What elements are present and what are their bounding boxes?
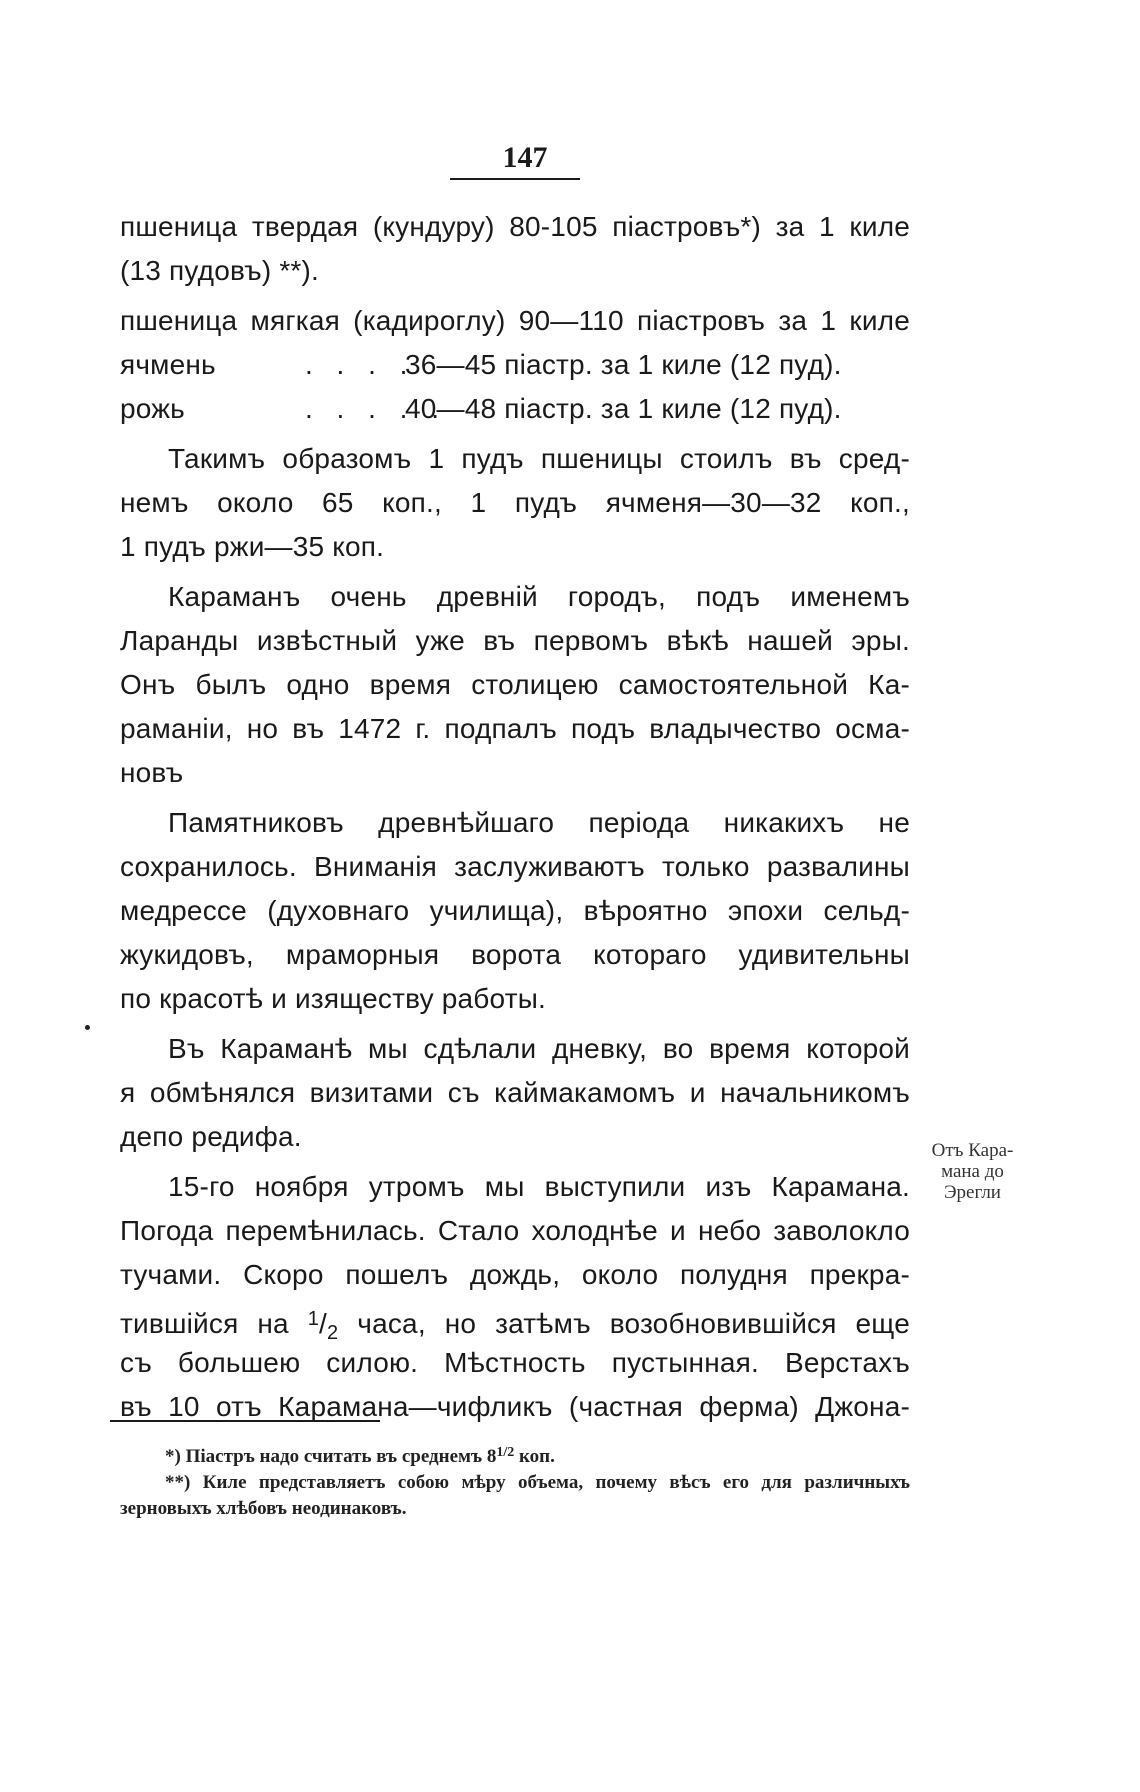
footnote-text: коп. [514,1446,555,1467]
paragraph-prices-summary [120,437,910,569]
text-line: Ларанды извѣстный уже въ первомъ вѣкѣ нашей эры. [120,625,910,656]
text-line: 15-го ноября утромъ мы выступили изъ Карамана. [168,1171,910,1202]
margin-note-line: Эрегли [944,1182,1001,1203]
text-line: медрессе (духовнаго училища), вѣроятно эпохи сельд- [120,895,910,926]
grain-price: 36—45 піастр. за 1 киле (12 пуд). [405,349,842,380]
paragraph-karaman-history [120,575,910,795]
paragraph-departure [120,1165,910,1429]
margin-note-line: мана до [941,1161,1004,1182]
text-line: Такимъ образомъ 1 пудъ пшеницы стоилъ въ сред- [168,443,910,474]
text-line: раманіи, но въ 1472 г. подпалъ подъ владычество осма- [120,713,910,744]
text-line: Онъ былъ одно время столицею самостоятельной Ка- [120,669,910,700]
grain-price: 40—48 піастр. за 1 киле (12 пуд). [405,393,842,424]
rye-row [120,387,910,431]
grain-name: рожь [120,393,185,424]
barley-row [120,343,910,387]
text-line: я обмѣнялся визитами съ каймакамомъ и начальникомъ [120,1077,910,1108]
wheat-soft-line: пшеница мягкая (кадироглу) 90—110 піастровъ за 1 киле [120,305,910,336]
text-line: сохранилось. Вниманія заслуживаютъ только развалины [120,851,910,882]
text-line: немъ около 65 коп., 1 пудъ ячменя—30—32 коп., [120,487,910,518]
text-line-fraction: тившійся на $^1/_2$ часа, но затѣмъ возобновившійся еще [120,1308,910,1344]
main-text [120,205,910,1429]
fraction-denominator: 2 [327,1322,339,1344]
text-line: депо редифа. [120,1121,302,1152]
text-line: съ большею силою. Мѣстность пустынная. Верстахъ [120,1347,910,1378]
leader-dots: . . . . . [305,393,448,424]
footnote-rule [110,1420,380,1422]
grain-name: ячмень [120,349,216,380]
grain-price-list [120,205,910,431]
text-line: по красотѣ и изяществу работы. [120,983,547,1014]
margin-note-line: Отъ Кара- [931,1140,1014,1161]
footnotes [120,1440,910,1522]
scan-speck [85,1025,90,1030]
text-line: Погода перемѣнилась. Стало холоднѣе и небо заволокло [120,1215,910,1246]
paragraph-monuments [120,801,910,1021]
footnote-text: *) Піастръ надо считать въ среднемъ 8 [165,1446,497,1467]
text-line: въ 10 отъ Карамана—чифликъ (частная ферма) Джона- [120,1391,910,1422]
text-line: тучами. Скоро пошелъ дождь, около полудня прекра- [120,1259,910,1290]
text-line: Памятниковъ древнѣйшаго періода никакихъ не [168,807,910,838]
page-number-rule [450,178,580,180]
text-segment: часа, но затѣмъ возобновившійся еще [338,1308,910,1339]
footnote-piastre [120,1440,910,1470]
wheat-hard-cont-line: (13 пудовъ) **). [120,255,320,286]
text-line: Въ Караманѣ мы сдѣлали дневку, во время которой [168,1033,910,1064]
paragraph-rest-day [120,1027,910,1159]
leader-dots: . . . . [305,349,416,380]
text-line: Караманъ очень древній городъ, подъ именемъ [168,581,910,612]
text-line: 1 пудъ ржи—35 коп. [120,531,385,562]
wheat-hard-line: пшеница твердая (кундуру) 80-105 піастровъ*) за 1 киле [120,211,910,242]
footnote-kile: **) Киле представляетъ собою мѣру объема, почему вѣсъ его для различныхъ зерновыхъ хлѣбовъ неодинаковъ. [120,1472,910,1519]
fraction-numerator: 1 [307,1308,320,1330]
footnote-fraction: 1/2 [496,1445,515,1460]
margin-note [915,1140,1030,1203]
page-number: 147 [502,141,548,174]
text-segment: тившійся на [120,1308,308,1339]
text-line: жукидовъ, мраморныя ворота котораго удивительны [120,939,910,970]
text-line: новъ [120,757,184,788]
